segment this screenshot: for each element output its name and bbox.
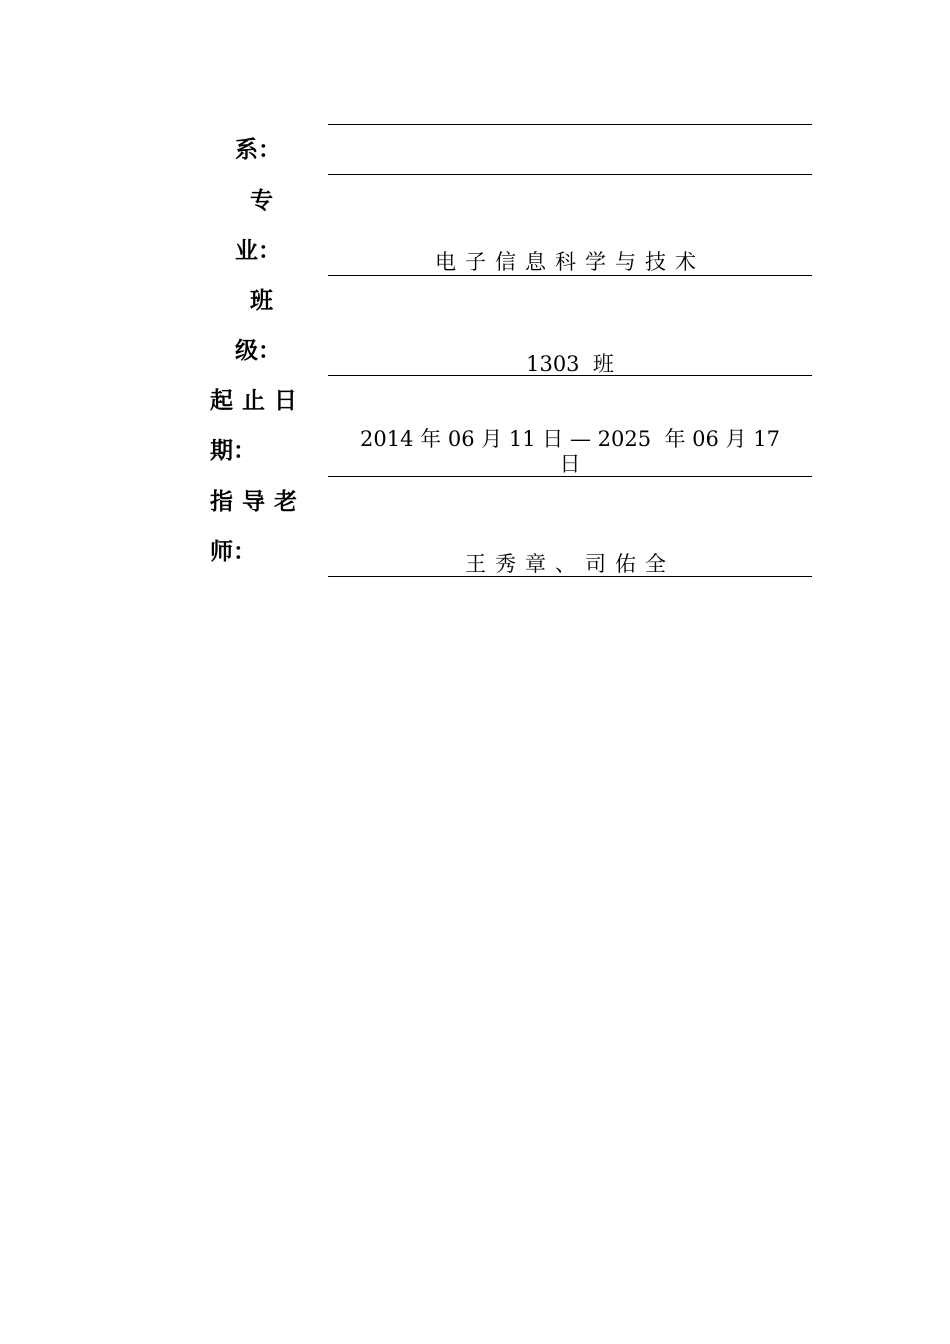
top-rule xyxy=(328,124,812,125)
dates-value-line2: 日 xyxy=(559,452,581,476)
class-underline xyxy=(328,375,812,376)
department-label: 系： xyxy=(235,137,281,163)
class-label-line2: 级： xyxy=(235,338,281,364)
dates-label-line2: 期： xyxy=(210,438,256,464)
dates-value-line1: 2014 年 06 月 11 日 — 2025 年 06 月 17 xyxy=(360,427,780,451)
major-value: 电子信息科学与技术 xyxy=(435,250,705,274)
dates-label-line1: 起止日 xyxy=(210,388,306,414)
department-underline xyxy=(328,174,812,175)
advisor-value: 王秀章、司佑全 xyxy=(465,552,675,576)
class-value: 1303 班 xyxy=(526,352,614,376)
advisor-underline xyxy=(328,576,812,577)
dates-underline xyxy=(328,476,812,477)
class-label-line1: 班 xyxy=(250,288,282,314)
major-underline xyxy=(328,275,812,276)
major-label-line2: 业： xyxy=(235,238,281,264)
advisor-label-line1: 指导老 xyxy=(210,489,306,515)
advisor-label-line2: 师： xyxy=(210,539,256,565)
major-label-line1: 专 xyxy=(250,188,282,214)
